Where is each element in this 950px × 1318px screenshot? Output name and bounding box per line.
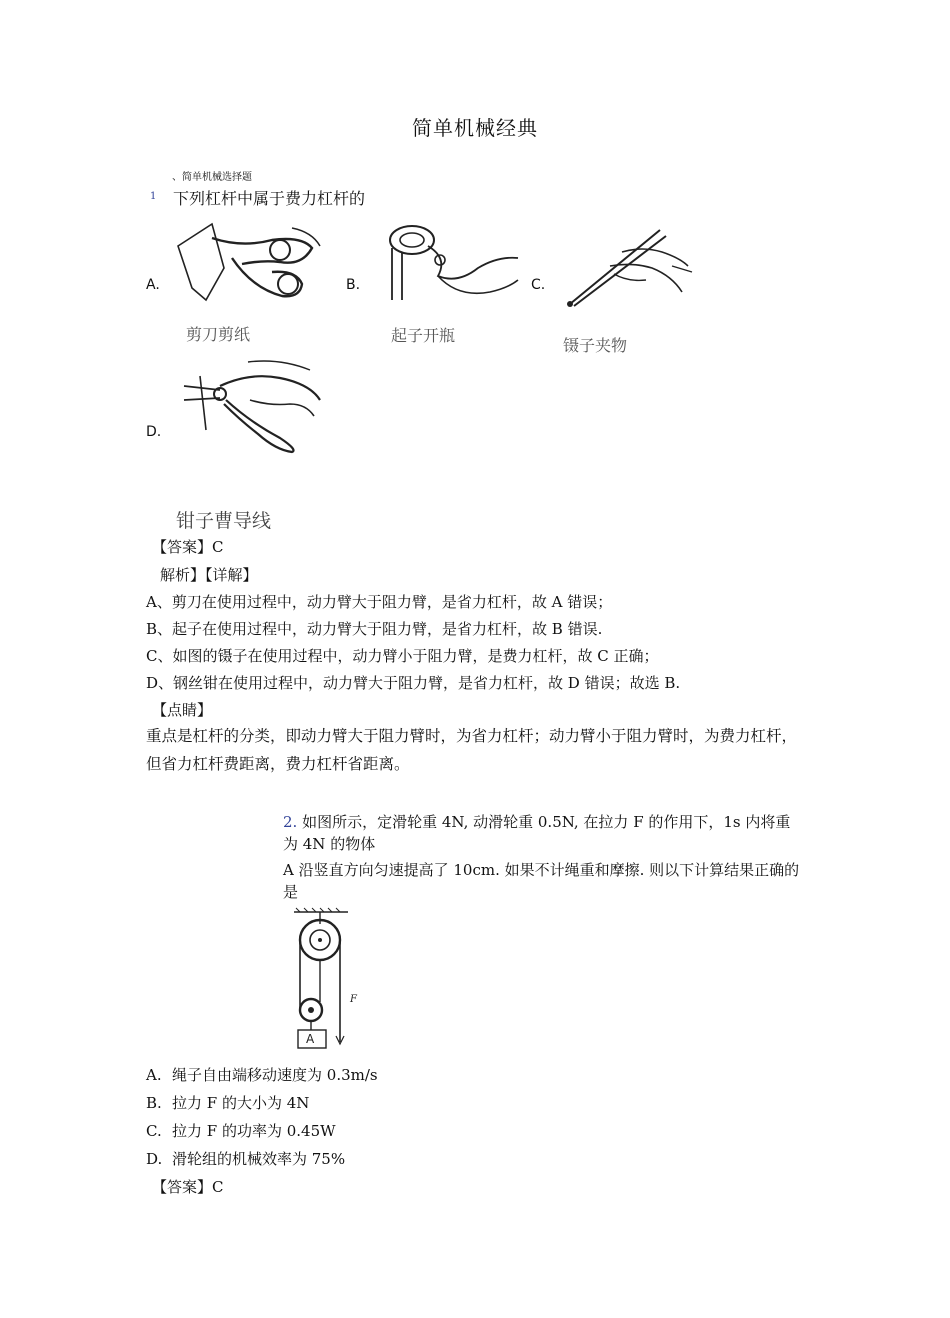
choice-text: 拉力 F 的大小为 4N <box>172 1094 310 1112</box>
choice-text: 绳子自由端移动速度为 0.3m/s <box>172 1066 378 1084</box>
option-caption-c: 镊子夹物 <box>563 336 628 355</box>
choice-key: A. <box>146 1066 162 1084</box>
choice-c <box>146 1120 336 1141</box>
choice-a <box>146 1064 378 1085</box>
option-label-d: D. <box>146 424 162 440</box>
analysis-line: C、如图的镊子在使用过程中，动力臂小于阻力臂，是费力杠杆，故 C 正确； <box>146 647 659 665</box>
question-2-line-2: A 沿竖直方向匀速提高了 10cm. 如果不计绳重和摩擦. 则以下计算结果正确的是 <box>283 861 800 901</box>
pulley-diagram <box>290 906 370 1056</box>
option-label-b: B. <box>346 277 361 293</box>
choice-key: C. <box>146 1122 162 1140</box>
choice-text: 滑轮组的机械效率为 75% <box>172 1150 346 1168</box>
section-heading: 、简单机械选择题 <box>172 172 252 183</box>
choice-key: B. <box>146 1094 162 1112</box>
block-label: A <box>306 1032 315 1046</box>
answer-2: 【答案】C <box>152 1178 224 1196</box>
question-text: 下列杠杆中属于费力杠杆的 <box>173 189 366 208</box>
analysis-line: A、剪刀在使用过程中，动力臂大于阻力臂，是省力杠杆，故 A 错误； <box>146 593 613 611</box>
choice-d <box>146 1148 345 1169</box>
tweezers-illustration <box>562 222 694 312</box>
option-caption-b: 起子开瓶 <box>391 326 456 345</box>
option-label-c: C. <box>531 277 546 293</box>
analysis-heading: 解析】【详解】 <box>160 566 258 584</box>
analysis-line: B、起子在使用过程中，动力臂大于阻力臂，是省力杠杆，故 B 错误. <box>146 620 603 638</box>
option-label-a: A. <box>146 277 160 293</box>
bottle-opener-illustration <box>378 218 528 308</box>
choice-key: D. <box>146 1150 163 1168</box>
choice-b <box>146 1092 309 1113</box>
analysis-line: D、钢丝钳在使用过程中，动力臂大于阻力臂，是省力杠杆，故 D 错误；故选 B. <box>146 674 681 692</box>
scissors-illustration <box>172 218 322 308</box>
pliers-illustration <box>180 360 325 456</box>
question-number: 2. <box>283 813 298 831</box>
answer: 【答案】C <box>152 538 224 556</box>
question-number: 1 <box>150 191 157 202</box>
tip-text: 重点是杠杆的分类，即动力臂大于阻力臂时，为省力杠杆；动力臂小于阻力臂时，为费力杠杆，但省力杠杆费距离，费力杠杆省距离。 <box>146 727 798 773</box>
choice-text: 拉力 F 的功率为 0.45W <box>172 1122 336 1140</box>
option-caption-d: 钳子曹导线 <box>176 510 272 532</box>
page-title: 简单机械经典 <box>412 116 538 140</box>
question-2-line-1: 如图所示，定滑轮重 4N, 动滑轮重 0.5N, 在拉力 F 的作用下，1s 内将重为 4N 的物体 <box>283 813 791 853</box>
tip-heading: 【点睛】 <box>152 701 213 719</box>
question-2-text <box>283 811 803 855</box>
option-caption-a: 剪刀剪纸 <box>186 325 251 344</box>
svg-text:F: F <box>350 994 357 1005</box>
